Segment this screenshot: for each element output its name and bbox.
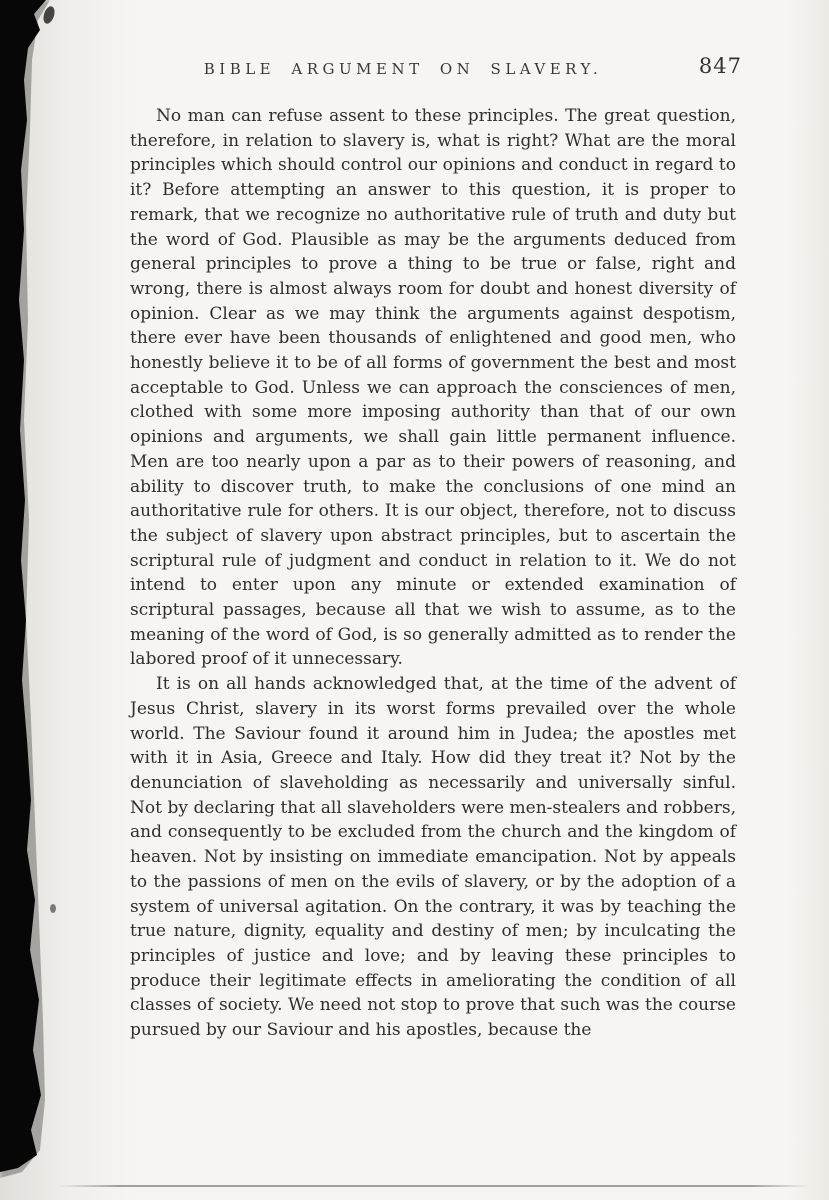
page-number: 847: [698, 54, 742, 78]
scan-bottom-edge-line: [58, 1185, 811, 1187]
paragraph-1: No man can refuse assent to these principles. The great question, therefore, in relation to slavery is, what is right? What are the moral principles which should control our opinions and conduct in regard to it? Before attempting an answer to this question, it is proper to remark, that we recognize no authoritative rule of truth and duty but the word of God. Plausible as may be the arguments deduced from general principles to prove a thing to be true or false, right and wrong, there is almost always room for doubt and honest diversity of opinion. Clear as we may think the arguments against despotism, there ever have been thousands of enlightened and good men, who honestly believe it to be of all forms of government the best and most acceptable to God. Unless we can approach the consciences of men, clothed with some more imposing authority than that of our own opinions and arguments, we shall gain little permanent influence. Men are too nearly upon a par as to their powers of reasoning, and ability to discover truth, to make the conclusions of one mind an authoritative rule for others. It is our object, therefore, not to discuss the subject of slavery upon abstract principles, but to ascertain the scriptural rule of judgment and conduct in relation to it. We do not intend to enter upon any minute or extended examination of scriptural passages, because all that we wish to assume, as to the meaning of the word of God, is so generally admitted as to render the labored proof of it unnecessary.: [130, 106, 736, 670]
running-title: BIBLE ARGUMENT ON SLAVERY.: [203, 60, 603, 78]
paragraph-2: It is on all hands acknowledged that, at the time of the advent of Jesus Christ, slavery in its worst forms prevailed over the whole world. The Saviour found it around him in Judea; the apostles met with it in Asia, Greece and Italy. How did they treat it? Not by the denunciation of slaveholding as necessarily and universally sinful. Not by declaring that all slaveholders were men-stealers and robbers, and consequently to be excluded from the church and the kingdom of heaven. Not by insisting on immediate emancipation. Not by appeals to the passions of men on the evils of slavery, or by the adoption of a system of universal agitation. On the contrary, it was by teaching the true nature, dignity, equality and destiny of men; by inculcating the principles of justice and love; and by leaving these principles to produce their legitimate effects in ameliorating the condition of all classes of society. We need not stop to prove that such was the course pursued by our Saviour and his apostles, because the: [130, 674, 736, 1041]
page-content: [130, 54, 742, 1043]
page-header: [130, 54, 742, 90]
body-text: [130, 104, 736, 1043]
scan-speck: [50, 904, 56, 913]
